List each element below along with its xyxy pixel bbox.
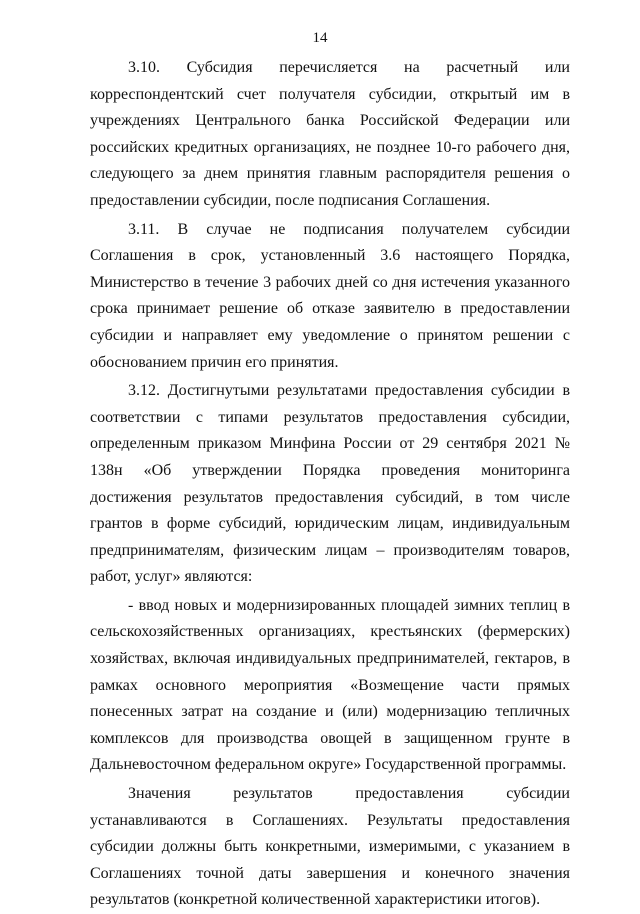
paragraph-results-list-item: - ввод новых и модернизированных площадей зимних теплиц в сельскохозяйственных организациях, крестьянских (фермерских) хозяйствах, включая индивидуальных предпринимателей, гектаров, в рамках основного мероприятия «Возмещение части прямых понесенных затрат на создание и (или) модернизацию тепличных комплексов для производства овощей в защищенном грунте в Дальневосточном федеральном округе» Государственной программы. bbox=[90, 596, 570, 774]
document-body bbox=[90, 55, 570, 914]
paragraph-result-values: Значения результатов предоставления субсидии устанавливаются в Соглашениях. Результаты предоставления субсидии должны быть конкретными, измеримыми, с указанием в Соглашениях точной даты завершения и конечного значения результатов (конкретной количественной характеристики итогов). bbox=[90, 785, 570, 909]
page-number: 14 bbox=[312, 30, 328, 46]
paragraph-3-11: 3.11. В случае не подписания получателем субсидии Соглашения в срок, установленный 3.6 настоящего Порядка, Министерство в течение 3 рабочих дней со дня истечения указанного срока принимает решение об отказе заявителю в предоставлении субсидии и направляет ему уведомление о принятом решении с обоснованием причин его принятия. bbox=[90, 220, 570, 371]
paragraph-3-10: 3.10. Субсидия перечисляется на расчетный или корреспондентский счет получателя субсидии, открытый им в учреждениях Центрального банка Российской Федерации или российских кредитных организациях, не позднее 10-го рабочего дня, следующего за днем принятия главным распорядителя решения о предоставлении субсидии, после подписания Соглашения. bbox=[90, 59, 570, 209]
paragraph-3-12: 3.12. Достигнутыми результатами предоставления субсидии в соответствии с типами результатов предоставления субсидии, определенным приказом Минфина России от 29 сентября 2021 № 138н «Об утверждении Порядка проведения мониторинга достижения результатов предоставления субсидий, в том числе грантов в форме субсидий, юридическим лицам, индивидуальным предпринимателям, физическим лицам – производителям товаров, работ, услуг» являются: bbox=[90, 382, 570, 586]
